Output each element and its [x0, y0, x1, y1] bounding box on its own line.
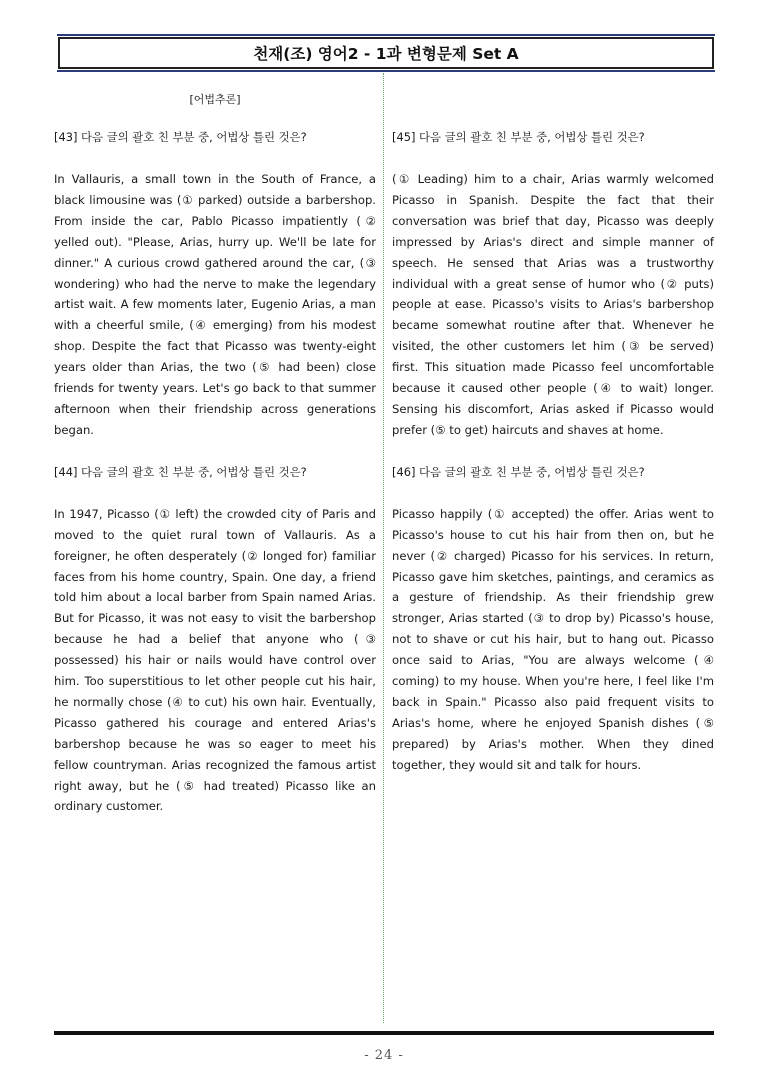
- passage-46: Picasso happily (① accepted) the offer. Arias went to Picasso's house to cut his hair from then on, but he never (② charged) Picasso for his services. In return, Picasso gave him sketches, paintings, and ceramics as a gesture of friendship. As their friendship grew stronger, Arias started (③ to drop by) Picasso's house, not to shave or cut his hair, but to hang out. Picasso once said to Arias, "You are always welcome (④ coming) to my house. When you're here, I feel like I'm back in Spain." Picasso also paid frequent visits to Arias's home, where he enjoyed Spanish dishes (⑤ prepared) by Arias's mother. When they dined together, they would sit and talk for hours.: [392, 506, 714, 772]
- section-label: [어법추론]: [189, 93, 241, 106]
- question-45: [45] 다음 글의 괄호 친 부분 중, 어법상 틀린 것은?: [392, 130, 645, 144]
- section-spacer: [392, 90, 714, 110]
- right-column: [392, 90, 714, 797]
- question-43: [43] 다음 글의 괄호 친 부분 중, 어법상 틀린 것은?: [54, 130, 307, 144]
- column-divider: [383, 73, 384, 1023]
- left-column: [54, 90, 376, 838]
- passage-43: In Vallauris, a small town in the South of France, a black limousine was (① parked) outside a barbershop. From inside the car, Pablo Picasso impatiently (② yelled out). "Please, Arias, hurry up. We'll be late for dinner." A curious crowd gathered around the car, (③ wondering) who had the nerve to make the legendary artist wait. A few moments later, Eugenio Arias, a man with a cheerful smile, (④ emerging) from his modest shop. Despite the fact that Picasso was twenty-eight years older than Arias, the two (⑤ had been) close friends for twenty years. Let's go back to that summer afternoon when their friendship across generations began.: [54, 172, 376, 437]
- footer-rule: [54, 1031, 714, 1035]
- passage-45: (① Leading) him to a chair, Arias warmly welcomed Picasso in Spanish. Despite the fact that their conversation was brief that day, Picasso was deeply impressed by Arias's direct and simple manner of speech. He sensed that Arias was a trustworthy individual with a great sense of humor who (② puts) people at ease. Picasso's visits to Arias's barbershop became somewhat routine after that. Whenever he visited, the other customers let him (③ be served) first. This situation made Picasso feel uncomfortable because it caused other people (④ to wait) longer. Sensing his discomfort, Arias asked if Picasso would prefer (⑤ to get) haircuts and shaves at home.: [392, 172, 714, 437]
- passage-44: In 1947, Picasso (① left) the crowded city of Paris and moved to the quiet rural town of Vallauris. As a foreigner, he often desperately (② longed for) familiar faces from his home country, Spain. One day, a friend told him about a local barber from Spain named Arias. But for Picasso, it was not easy to visit the barbershop because he had a belief that anyone who (③ possessed) his hair or nails would have control over him. Too superstitious to let other people cut his hair, he normally chose (④ to cut) his own hair. Eventually, Picasso gathered his courage and entered Arias's barbershop because he was so eager to meet his fellow countryman. Arias recognized the famous artist right away, but he (⑤ had treated) Picasso like an ordinary customer.: [54, 506, 376, 814]
- question-44: [44] 다음 글의 괄호 친 부분 중, 어법상 틀린 것은?: [54, 464, 307, 479]
- page-number: - 24 -: [364, 1048, 404, 1063]
- question-46: [46] 다음 글의 괄호 친 부분 중, 어법상 틀린 것은?: [392, 464, 645, 479]
- title-banner: [58, 37, 714, 69]
- page-title: 천재(조) 영어2 - 1과 변형문제 Set A: [253, 45, 519, 63]
